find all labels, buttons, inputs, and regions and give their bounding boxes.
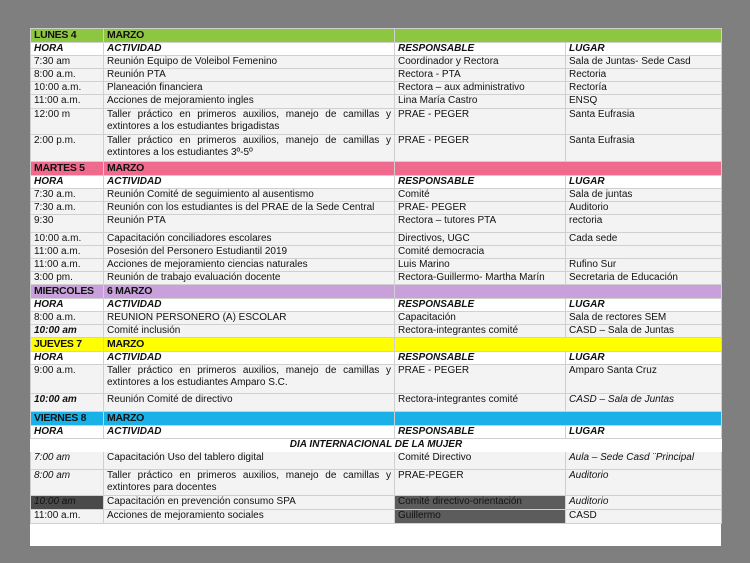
day-fill: [395, 285, 722, 299]
agenda-row: [31, 82, 722, 95]
header-actividad: ACTIVIDAD: [104, 352, 395, 365]
agenda-row: [31, 109, 722, 135]
place-cell: Cada sede: [566, 233, 722, 246]
responsible-cell: PRAE - PEGER: [395, 109, 566, 135]
activity-cell: Reunión de trabajo evaluación docente: [104, 272, 395, 285]
header-hora: HORA: [31, 176, 104, 189]
time-cell: 10:00 a.m.: [31, 233, 104, 246]
agenda-row: [31, 202, 722, 215]
header-hora: HORA: [31, 299, 104, 312]
agenda-row: [31, 233, 722, 246]
header-actividad: ACTIVIDAD: [104, 426, 395, 439]
activity-cell: Reunión PTA: [104, 215, 395, 233]
day-fill: [395, 162, 722, 176]
responsible-cell: Guillermo: [395, 510, 566, 524]
place-cell: Auditorio: [566, 470, 722, 496]
day-label: JUEVES 7: [31, 338, 104, 352]
header-hora: HORA: [31, 426, 104, 439]
activity-cell: Acciones de mejoramiento sociales: [104, 510, 395, 524]
time-cell: 11:00 a.m.: [31, 510, 104, 524]
time-cell: 12:00 m: [31, 109, 104, 135]
activity-cell: Capacitación conciliadores escolares: [104, 233, 395, 246]
responsible-cell: Rectora - PTA: [395, 69, 566, 82]
activity-cell: Comité inclusión: [104, 325, 395, 338]
place-cell: Santa Eufrasia: [566, 109, 722, 135]
activity-cell: Taller práctico en primeros auxilios, manejo de camillas y extintores para docentes: [104, 470, 395, 496]
header-lugar: LUGAR: [566, 426, 722, 439]
responsible-cell: Rectora-integrantes comité: [395, 394, 566, 412]
responsible-cell: Rectora-Guillermo- Martha Marín: [395, 272, 566, 285]
header-row-mon: [31, 43, 722, 56]
day-row-wed: [31, 285, 722, 299]
header-responsable: RESPONSABLE: [395, 426, 566, 439]
time-cell: 11:00 a.m.: [31, 259, 104, 272]
month-label: 6 MARZO: [104, 285, 395, 299]
responsible-cell: Lina María Castro: [395, 95, 566, 109]
agenda-row: [31, 246, 722, 259]
agenda-row: [31, 325, 722, 338]
header-hora: HORA: [31, 43, 104, 56]
month-label: MARZO: [104, 162, 395, 176]
activity-cell: Capacitación en prevención consumo SPA: [104, 496, 395, 510]
header-lugar: LUGAR: [566, 352, 722, 365]
time-cell: 10:00 am: [31, 496, 104, 510]
place-cell: Auditorio: [566, 496, 722, 510]
agenda-row: [31, 470, 722, 496]
agenda-row: [31, 272, 722, 285]
time-cell: 11:00 a.m.: [31, 246, 104, 259]
activity-cell: Taller práctico en primeros auxilios, manejo de camillas y extintores a los estudiantes Amparo S.C.: [104, 365, 395, 394]
time-cell: 8:00 a.m.: [31, 312, 104, 325]
responsible-cell: Rectora-integrantes comité: [395, 325, 566, 338]
header-responsable: RESPONSABLE: [395, 299, 566, 312]
responsible-cell: Comité directivo-orientación: [395, 496, 566, 510]
place-cell: [566, 246, 722, 259]
month-label: MARZO: [104, 338, 395, 352]
responsible-cell: Directivos, UGC: [395, 233, 566, 246]
header-responsable: RESPONSABLE: [395, 176, 566, 189]
time-cell: 8:00 am: [31, 470, 104, 496]
place-cell: Rectoria: [566, 69, 722, 82]
place-cell: CASD: [566, 510, 722, 524]
responsible-cell: Comité: [395, 189, 566, 202]
day-label: LUNES 4: [31, 29, 104, 43]
time-cell: 9:00 a.m.: [31, 365, 104, 394]
time-cell: 10:00 a.m.: [31, 82, 104, 95]
day-label: MIERCOLES: [31, 285, 104, 299]
agenda-row: [31, 510, 722, 524]
responsible-cell: PRAE - PEGER: [395, 135, 566, 162]
header-row-thu: [31, 352, 722, 365]
place-cell: Secretaria de Educación: [566, 272, 722, 285]
agenda-row: [31, 135, 722, 162]
responsible-cell: PRAE-PEGER: [395, 470, 566, 496]
header-responsable: RESPONSABLE: [395, 43, 566, 56]
header-lugar: LUGAR: [566, 299, 722, 312]
place-cell: Rectoría: [566, 82, 722, 95]
place-cell: ENSQ: [566, 95, 722, 109]
activity-cell: Reunión Equipo de Voleibol Femenino: [104, 56, 395, 69]
time-cell: 7:30 am: [31, 56, 104, 69]
agenda-row: [31, 365, 722, 394]
month-label: MARZO: [104, 29, 395, 43]
header-row-wed: [31, 299, 722, 312]
place-cell: Amparo Santa Cruz: [566, 365, 722, 394]
agenda-table: [30, 28, 722, 524]
responsible-cell: Comité Directivo: [395, 452, 566, 470]
place-cell: Sala de rectores SEM: [566, 312, 722, 325]
day-row-fri: [31, 412, 722, 426]
activity-cell: Taller práctico en primeros auxilios, manejo de camillas y extintores a los estudiantes 3º-5º: [104, 135, 395, 162]
activity-cell: Planeación financiera: [104, 82, 395, 95]
header-actividad: ACTIVIDAD: [104, 43, 395, 56]
agenda-row: [31, 394, 722, 412]
activity-cell: Capacitación Uso del tablero digital: [104, 452, 395, 470]
place-cell: Sala de juntas: [566, 189, 722, 202]
place-cell: Auditorio: [566, 202, 722, 215]
header-row-tue: [31, 176, 722, 189]
day-fill: [395, 412, 722, 426]
time-cell: 7:30 a.m.: [31, 189, 104, 202]
header-responsable: RESPONSABLE: [395, 352, 566, 365]
agenda-row: [31, 312, 722, 325]
time-cell: 9:30: [31, 215, 104, 233]
agenda-row: [31, 56, 722, 69]
activity-cell: Reunión Comité de directivo: [104, 394, 395, 412]
agenda-row: [31, 69, 722, 82]
responsible-cell: Comité democracia: [395, 246, 566, 259]
activity-cell: Reunión Comité de seguimiento al ausentismo: [104, 189, 395, 202]
day-label: MARTES 5: [31, 162, 104, 176]
day-label: VIERNES 8: [31, 412, 104, 426]
header-lugar: LUGAR: [566, 43, 722, 56]
day-fill: [395, 338, 722, 352]
agenda-sheet: [30, 28, 721, 546]
header-lugar: LUGAR: [566, 176, 722, 189]
day-row-mon: [31, 29, 722, 43]
time-cell: 7:00 am: [31, 452, 104, 470]
responsible-cell: Coordinador y Rectora: [395, 56, 566, 69]
day-row-thu: [31, 338, 722, 352]
agenda-row: [31, 496, 722, 510]
activity-cell: Taller práctico en primeros auxilios, manejo de camillas y extintores a los estudiantes brigadistas: [104, 109, 395, 135]
header-actividad: ACTIVIDAD: [104, 176, 395, 189]
place-cell: Sala de Juntas- Sede Casd: [566, 56, 722, 69]
agenda-row: [31, 189, 722, 202]
place-cell: CASD – Sala de Juntas: [566, 325, 722, 338]
place-cell: CASD – Sala de Juntas: [566, 394, 722, 412]
time-cell: 8:00 a.m.: [31, 69, 104, 82]
header-hora: HORA: [31, 352, 104, 365]
agenda-row: [31, 259, 722, 272]
special-title: DIA INTERNACIONAL DE LA MUJER: [31, 439, 722, 452]
activity-cell: Reunión con los estudiantes is del PRAE de la Sede Central: [104, 202, 395, 215]
place-cell: Rufino Sur: [566, 259, 722, 272]
time-cell: 10:00 am: [31, 325, 104, 338]
activity-cell: Acciones de mejoramiento ingles: [104, 95, 395, 109]
time-cell: 10:00 am: [31, 394, 104, 412]
responsible-cell: PRAE - PEGER: [395, 365, 566, 394]
responsible-cell: Rectora – tutores PTA: [395, 215, 566, 233]
activity-cell: Acciones de mejoramiento ciencias naturales: [104, 259, 395, 272]
agenda-row: [31, 452, 722, 470]
place-cell: Aula – Sede Casd ¨Principal: [566, 452, 722, 470]
agenda-row: [31, 95, 722, 109]
header-row-fri: [31, 426, 722, 439]
time-cell: 7:30 a.m.: [31, 202, 104, 215]
responsible-cell: Luis Marino: [395, 259, 566, 272]
day-fill: [395, 29, 722, 43]
time-cell: 2:00 p.m.: [31, 135, 104, 162]
place-cell: Santa Eufrasia: [566, 135, 722, 162]
header-actividad: ACTIVIDAD: [104, 299, 395, 312]
activity-cell: REUNION PERSONERO (A) ESCOLAR: [104, 312, 395, 325]
day-row-tue: [31, 162, 722, 176]
time-cell: 11:00 a.m.: [31, 95, 104, 109]
agenda-row: [31, 215, 722, 233]
month-label: MARZO: [104, 412, 395, 426]
responsible-cell: Capacitación: [395, 312, 566, 325]
activity-cell: Posesión del Personero Estudiantil 2019: [104, 246, 395, 259]
responsible-cell: Rectora – aux administrativo: [395, 82, 566, 95]
place-cell: rectoria: [566, 215, 722, 233]
activity-cell: Reunión PTA: [104, 69, 395, 82]
responsible-cell: PRAE- PEGER: [395, 202, 566, 215]
special-row: [31, 439, 722, 452]
time-cell: 3:00 pm.: [31, 272, 104, 285]
